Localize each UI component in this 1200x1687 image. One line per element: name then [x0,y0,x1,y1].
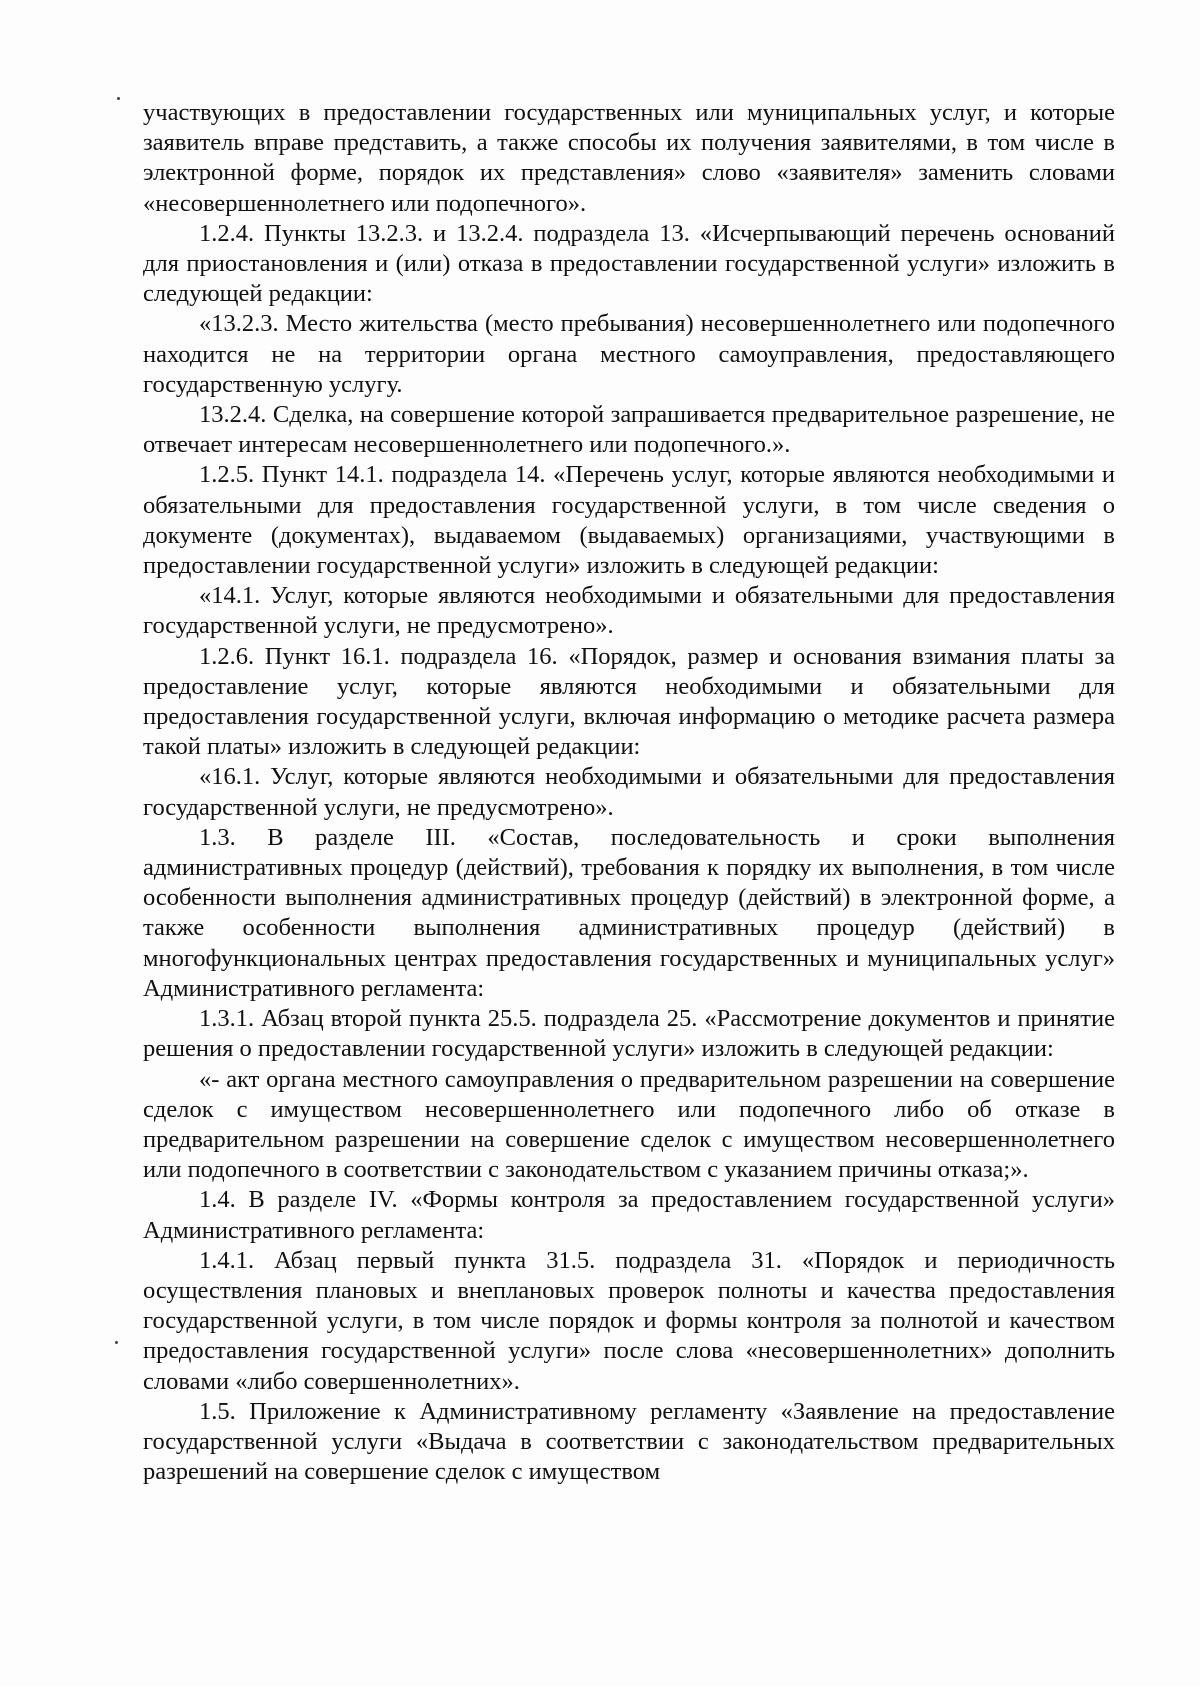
paragraph-1-4-1: 1.4.1. Абзац первый пункта 31.5. подраздела 31. «Порядок и периодичность осуществления плановых и внеплановых проверок полноты и качества предоставления государственной услуги, в том числе порядок и формы контроля за полнотой и качеством предоставления государственной услуги» после слова «несовершеннолетних» дополнить словами «либо совершеннолетних». [143,1246,1115,1395]
paragraph-1-3: 1.3. В разделе III. «Состав, последовательность и сроки выполнения административных процедур (действий), требования к порядку их выполнения, в том числе особенности выполнения административных процедур (действий) в электронной форме, а также особенности выполнения административных процедур (действий) в многофункциональных центрах предоставления государственных и муниципальных услуг» Административного регламента: [143,823,1115,1002]
paragraph-1-2-6: 1.2.6. Пункт 16.1. подраздела 16. «Порядок, размер и основания взимания платы за предоставление услуг, которые являются необходимыми и обязательными для предоставления государственной услуги, включая информацию о методике расчета размера такой платы» изложить в следующей редакции: [143,642,1115,761]
scan-speck [115,1341,118,1344]
document-body [143,98,1115,1487]
paragraph-13-2-4: 13.2.4. Сделка, на совершение которой запрашивается предварительное разрешение, не отвечает интересам несовершеннолетнего или подопечного.». [143,401,1115,459]
paragraph-16-1: «16.1. Услуг, которые являются необходимыми и обязательными для предоставления государственной услуги, не предусмотрено». [143,763,1115,821]
paragraph-1-5: 1.5. Приложение к Административному регламенту «Заявление на предоставление государственной услуги «Выдача в соответствии с законодательством предварительных разрешений на совершение сделок с имуществом [143,1397,1115,1486]
paragraph-1-2-5: 1.2.5. Пункт 14.1. подраздела 14. «Перечень услуг, которые являются необходимыми и обязательными для предоставления государственной услуги, в том числе сведения о документе (документах), выдаваемом (выдаваемых) организациями, участвующими в предоставлении государственной услуги» изложить в следующей редакции: [143,461,1115,580]
paragraph-act-quote: «- акт органа местного самоуправления о предварительном разрешении на совершение сделок с имуществом несовершеннолетнего или подопечного либо об отказе в предварительном разрешении на совершение сделок с имуществом несовершеннолетнего или подопечного в соответствии с законодательством с указанием причины отказа;». [143,1065,1115,1184]
paragraph-1-3-1: 1.3.1. Абзац второй пункта 25.5. подраздела 25. «Рассмотрение документов и принятие решения о предоставлении государственной услуги» изложить в следующей редакции: [143,1005,1115,1063]
paragraph-continuation: участвующих в предоставлении государственных или муниципальных услуг, и которые заявитель вправе представить, а также способы их получения заявителями, в том числе в электронной форме, порядок их представления» слово «заявителя» заменить словами «несовершеннолетнего или подопечного». [143,99,1115,217]
paragraph-14-1: «14.1. Услуг, которые являются необходимыми и обязательными для предоставления государственной услуги, не предусмотрено». [143,582,1115,640]
paragraph-13-2-3: «13.2.3. Место жительства (место пребывания) несовершеннолетнего или подопечного находится не на территории органа местного самоуправления, предоставляющего государственную услугу. [143,310,1115,398]
paragraph-1-2-4: 1.2.4. Пункты 13.2.3. и 13.2.4. подраздела 13. «Исчерпывающий перечень оснований для приостановления и (или) отказа в предоставлении государственной услуги» изложить в следующей редакции: [143,219,1115,308]
scan-speck [117,97,120,100]
paragraph-1-4: 1.4. В разделе IV. «Формы контроля за предоставлением государственной услуги» Административного регламента: [143,1186,1115,1244]
